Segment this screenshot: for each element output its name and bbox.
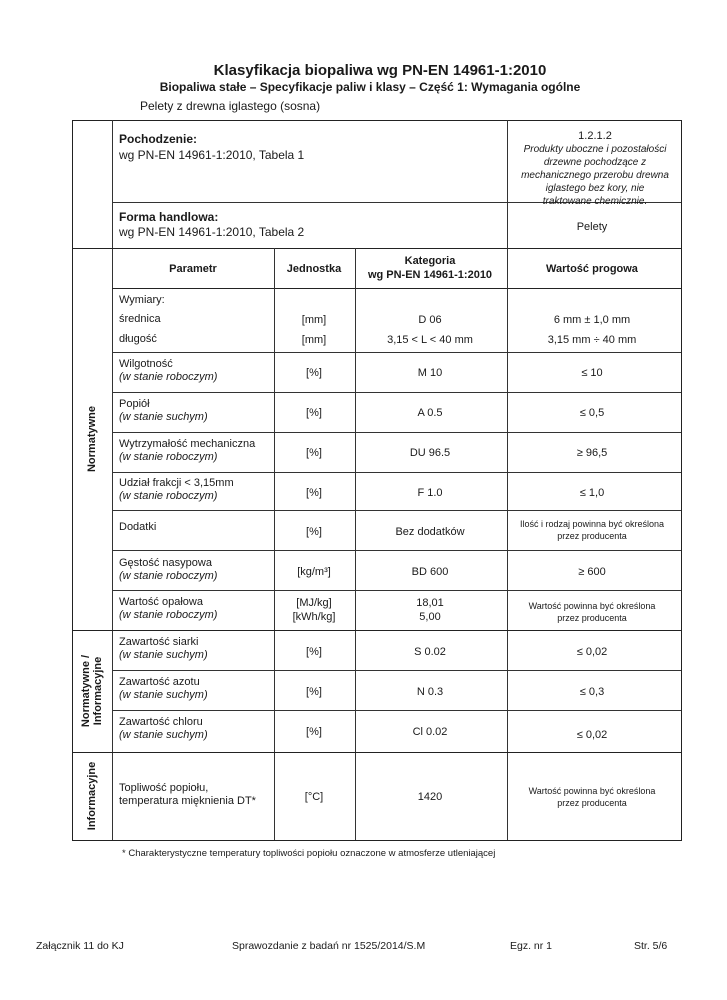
row-nitrogen-label — [119, 676, 208, 702]
row-moisture-unit: [%] — [306, 367, 322, 379]
group-normative — [72, 248, 112, 630]
row-sulfur-value: ≤ 0,02 — [576, 646, 608, 658]
form-value: Pelety — [576, 221, 608, 233]
param-name: Zawartość azotu — [119, 676, 200, 688]
header-category-line2: wg PN-EN 14961-1:2010 — [367, 269, 493, 281]
row-ash-unit: [%] — [306, 407, 322, 419]
row-ash-melting-unit: [°C] — [304, 791, 324, 803]
row-additives-category: Bez dodatków — [395, 526, 465, 538]
param-name: Topliwość popiołu, — [119, 782, 209, 794]
group-label-line: Normatywne / — [80, 654, 93, 728]
row-diameter-category: D 06 — [418, 314, 442, 326]
value-line: przez producenta — [557, 531, 627, 541]
row-bulk-density-unit: [kg/m³] — [297, 566, 331, 578]
row-length-label: długość — [119, 333, 157, 345]
row-fines-value: ≤ 1,0 — [579, 487, 605, 499]
page-title: Klasyfikacja biopaliwa wg PN-EN 14961-1:2010 — [213, 62, 547, 79]
material-description: Pelety z drewna iglastego (sosna) — [140, 99, 321, 113]
origin-code: 1.2.1.2 — [578, 130, 612, 142]
group-informative — [72, 752, 112, 840]
row-length-category: 3,15 < L < 40 mm — [387, 334, 473, 346]
group-informative-label: Informacyjne — [86, 761, 98, 831]
header-threshold: Wartość progowa — [546, 263, 638, 275]
param-condition: (w stanie roboczym) — [119, 490, 218, 502]
header-category — [355, 254, 505, 282]
footer-annex: Załącznik 11 do KJ — [36, 940, 124, 952]
row-durability-category: DU 96.5 — [409, 447, 451, 459]
row-sulfur-unit: [%] — [306, 646, 322, 658]
param-name: temperatura mięknienia DT* — [119, 795, 256, 807]
param-name: Wytrzymałość mechaniczna — [119, 438, 256, 450]
row-length-value: 3,15 mm ÷ 40 mm — [547, 334, 637, 346]
param-condition: (w stanie suchym) — [119, 689, 208, 701]
param-name: Popiół — [119, 398, 150, 410]
row-chlorine-category: Cl 0.02 — [412, 726, 448, 738]
header-unit: Jednostka — [286, 263, 342, 275]
row-ash-value: ≤ 0,5 — [579, 407, 605, 419]
param-name: Zawartość siarki — [119, 636, 199, 648]
row-moisture-label — [119, 358, 217, 384]
row-additives-label: Dodatki — [119, 521, 157, 533]
category-line: 18,01 — [416, 597, 444, 609]
row-ash-label — [119, 398, 208, 424]
group-label-line: Informacyjne — [92, 656, 105, 726]
origin-desc-line: Produkty uboczne i pozostałości — [523, 144, 667, 155]
origin-desc-line: traktowane chemicznie. — [542, 196, 648, 207]
row-chlorine-value: ≤ 0,02 — [576, 729, 608, 741]
param-condition: (w stanie roboczym) — [119, 609, 218, 621]
param-condition: (w stanie roboczym) — [119, 451, 218, 463]
row-additives-value — [507, 518, 677, 542]
param-name: Zawartość chloru — [119, 716, 203, 728]
footer-copy: Egz. nr 1 — [510, 940, 553, 952]
param-condition: (w stanie suchym) — [119, 729, 208, 741]
group-normative-label: Normatywne — [86, 405, 98, 473]
row-durability-value: ≥ 96,5 — [576, 447, 608, 459]
row-ash-melting-label — [119, 782, 256, 808]
page-subtitle: Biopaliwa stałe – Specyfikacje paliw i klasy – Część 1: Wymagania ogólne — [159, 80, 581, 94]
param-name: Udział frakcji < 3,15mm — [119, 477, 234, 489]
row-ash-melting-category: 1420 — [417, 791, 443, 803]
row-fines-label — [119, 477, 234, 503]
origin-desc-line: mechanicznego przerobu drewna — [521, 170, 669, 181]
row-additives-unit: [%] — [306, 526, 322, 538]
origin-reference: wg PN-EN 14961-1:2010, Tabela 1 — [119, 148, 305, 162]
param-condition: (w stanie suchym) — [119, 411, 208, 423]
row-chlorine-label — [119, 716, 208, 742]
category-line: 5,00 — [419, 611, 441, 623]
param-name: Wilgotność — [119, 358, 173, 370]
row-bulk-density-label — [119, 557, 217, 583]
param-condition: (w stanie suchym) — [119, 649, 208, 661]
row-calorific-value — [507, 600, 677, 624]
row-ash-melting-value — [507, 785, 677, 809]
header-param: Parametr — [169, 263, 217, 275]
row-length-unit: [mm] — [301, 334, 327, 346]
header-category-line1: Kategoria — [404, 255, 456, 267]
unit-line: [kWh/kg] — [292, 611, 336, 623]
row-bulk-density-category: BD 600 — [411, 566, 449, 578]
row-sulfur-category: S 0.02 — [414, 646, 446, 658]
row-diameter-value: 6 mm ± 1,0 mm — [553, 314, 631, 326]
footnote: * Charakterystyczne temperatury topliwości popiołu oznaczone w atmosferze utleniającej — [122, 848, 496, 859]
value-line: Ilość i rodzaj powinna być określona — [519, 519, 665, 529]
row-chlorine-unit: [%] — [306, 726, 322, 738]
origin-description — [511, 130, 679, 208]
row-moisture-value: ≤ 10 — [581, 367, 603, 379]
value-line: przez producenta — [557, 613, 627, 623]
row-calorific-label — [119, 596, 217, 622]
row-moisture-category: M 10 — [417, 367, 443, 379]
row-fines-category: F 1.0 — [417, 487, 443, 499]
row-fines-unit: [%] — [306, 487, 322, 499]
row-ash-category: A 0.5 — [417, 407, 443, 419]
form-heading: Forma handlowa: — [119, 210, 219, 224]
group-normative-informative-label — [80, 655, 104, 727]
row-calorific-unit — [274, 596, 354, 624]
param-name: Gęstość nasypowa — [119, 557, 212, 569]
row-durability-unit: [%] — [306, 447, 322, 459]
group-normative-informative — [72, 630, 112, 752]
param-condition: (w stanie roboczym) — [119, 570, 218, 582]
row-nitrogen-unit: [%] — [306, 686, 322, 698]
row-nitrogen-value: ≤ 0,3 — [579, 686, 605, 698]
row-bulk-density-value: ≥ 600 — [578, 566, 606, 578]
row-diameter-unit: [mm] — [301, 314, 327, 326]
row-calorific-category — [355, 596, 505, 624]
param-condition: (w stanie roboczym) — [119, 371, 218, 383]
origin-heading: Pochodzenie: — [119, 132, 198, 146]
row-dimensions-label: Wymiary: — [119, 294, 165, 306]
row-durability-label — [119, 438, 255, 464]
value-line: Wartość powinna być określona — [528, 786, 656, 796]
unit-line: [MJ/kg] — [296, 597, 332, 609]
footer-report: Sprawozdanie z badań nr 1525/2014/S.M — [232, 940, 426, 952]
value-line: przez producenta — [557, 798, 627, 808]
row-diameter-label: średnica — [119, 313, 161, 325]
row-nitrogen-category: N 0.3 — [416, 686, 444, 698]
param-name: Wartość opałowa — [119, 596, 203, 608]
footer-page: Str. 5/6 — [634, 940, 668, 952]
form-reference: wg PN-EN 14961-1:2010, Tabela 2 — [119, 225, 305, 239]
value-line: Wartość powinna być określona — [528, 601, 656, 611]
origin-desc-line: drzewne pochodzące z — [543, 157, 647, 168]
row-sulfur-label — [119, 636, 208, 662]
origin-desc-line: iglastego bez kory, nie — [545, 183, 645, 194]
